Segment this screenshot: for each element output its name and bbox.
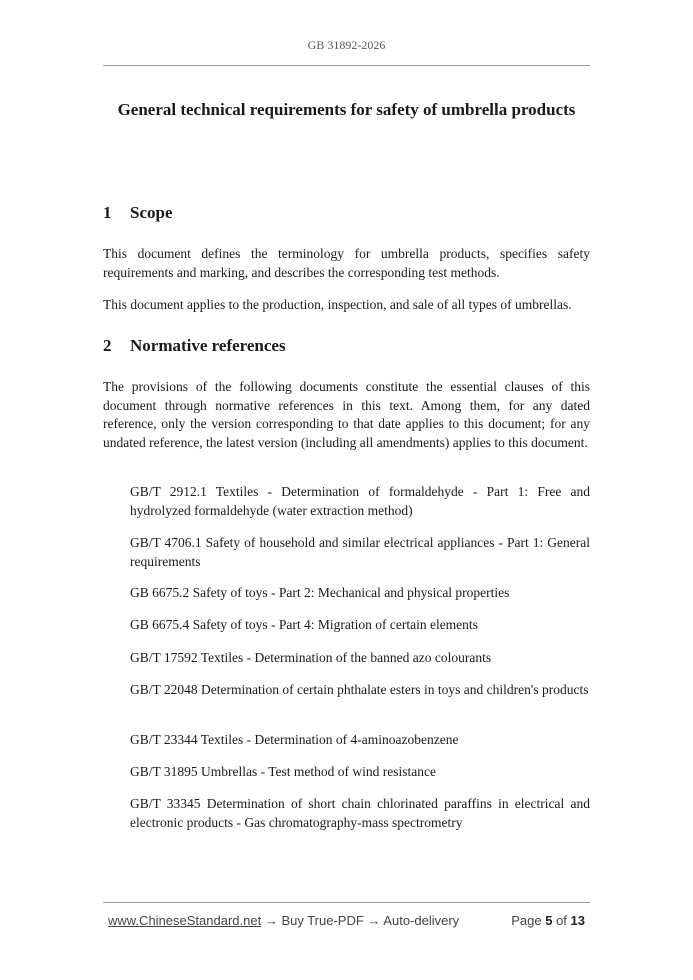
section-heading-scope <box>103 203 173 223</box>
document-title: General technical requirements for safety of umbrella products <box>117 100 576 119</box>
section-title: Normative references <box>130 336 286 355</box>
scope-paragraph: This document defines the terminology for umbrella products, specifies safety requirements and marking, and describes the corresponding test methods. <box>103 246 590 280</box>
page-footer <box>108 913 585 931</box>
reference-item: GB/T 17592 Textiles - Determination of the banned azo colourants <box>130 650 492 665</box>
header-standard-code: GB 31892-2026 <box>307 38 386 52</box>
footer-tagline: → Buy True-PDF → Auto-delivery <box>264 913 460 928</box>
site-link[interactable]: www.ChineseStandard.net <box>108 913 262 928</box>
reference-item: GB/T 4706.1 Safety of household and similar electrical appliances - Part 1: General requirements <box>130 535 590 569</box>
reference-item: GB/T 33345 Determination of short chain chlorinated paraffins in electrical and electronic products - Gas chromatography-mass spectrometry <box>130 796 590 830</box>
section-number: 2 <box>103 336 112 355</box>
footer-promo <box>108 913 459 928</box>
footer-divider <box>103 902 590 903</box>
page-of: of <box>556 913 567 928</box>
reference-item: GB/T 23344 Textiles - Determination of 4-aminoazobenzene <box>130 732 459 747</box>
section-title: Scope <box>130 203 173 222</box>
reference-item: GB/T 31895 Umbrellas - Test method of wind resistance <box>130 764 437 779</box>
scope-paragraph: This document applies to the production, inspection, and sale of all types of umbrellas. <box>103 297 572 312</box>
reference-item: GB/T 2912.1 Textiles - Determination of formaldehyde - Part 1: Free and hydrolyzed formaldehyde (water extraction method) <box>130 484 590 518</box>
page-number <box>511 913 585 928</box>
reference-item: GB 6675.2 Safety of toys - Part 2: Mechanical and physical properties <box>130 585 510 600</box>
page-label: Page <box>511 913 542 928</box>
normative-intro-paragraph: The provisions of the following documents constitute the essential clauses of this document through normative references in this text. Among them, for any dated reference, only the version corresponding to that date applies to this document; for any undated reference, the latest version (including all amendments) applies to this document. <box>103 379 590 450</box>
reference-item: GB 6675.4 Safety of toys - Part 4: Migration of certain elements <box>130 617 478 632</box>
header-divider <box>103 65 590 66</box>
page-current: 5 <box>545 913 553 928</box>
page-total: 13 <box>570 913 585 928</box>
section-number: 1 <box>103 203 112 222</box>
reference-item: GB/T 22048 Determination of certain phthalate esters in toys and children's products <box>130 682 589 697</box>
section-heading-normative-references <box>103 336 286 356</box>
